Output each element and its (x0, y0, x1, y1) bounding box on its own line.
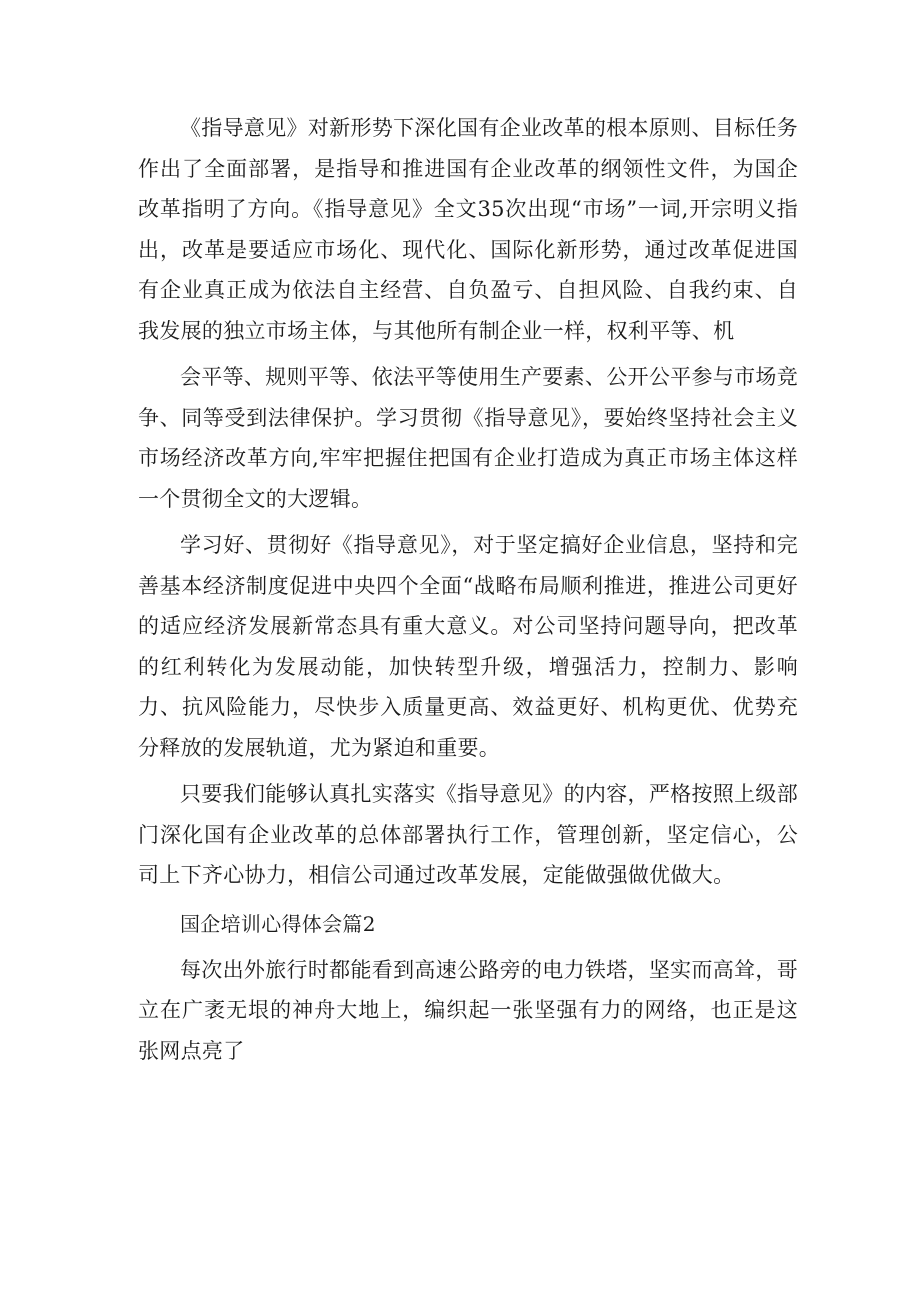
paragraph-2: 会平等、规则平等、依法平等使用生产要素、公开公平参与市场竞争、同等受到法律保护。学习贯彻《指导意见》，要始终坚持社会主义市场经济改革方向,牢牢把握住把国有企业打造成为真正市场主体这样一个贯彻全文的大逻辑。 (138, 365, 798, 511)
section-heading: 国企培训心得体会篇2 (180, 911, 376, 936)
paragraph-3: 学习好、贯彻好《指导意见》，对于坚定搞好企业信息，坚持和完善基本经济制度促进中央四个全面“战略布局顺利推进，推进公司更好的适应经济发展新常态具有重大意义。对公司坚持问题导向，把改革的红利转化为发展动能，加快转型升级，增强活力，控制力、影响力、抗风险能力，尽快步入质量更高、效益更好、机构更优、优势充分释放的发展轨道，尤为紧迫和重要。 (138, 533, 798, 760)
paragraph-5: 每次出外旅行时都能看到高速公路旁的电力铁塔，坚实而高耸，哥立在广袤无垠的神舟大地上，编织起一张坚强有力的网络，也正是这张网点亮了 (138, 957, 798, 1063)
paragraph-4: 只要我们能够认真扎实落实《指导意见》的内容，严格按照上级部门深化国有企业改革的总体部署执行工作，管理创新，坚定信心，公司上下齐心协力，相信公司通过改革发展，定能做强做优做大。 (138, 782, 798, 887)
paragraph-1: 《指导意见》对新形势下深化国有企业改革的根本原则、目标任务作出了全面部署，是指导和推进国有企业改革的纲领性文件，为国企改革指明了方向。《指导意见》全文35次出现“市场”一词,开宗明义指出，改革是要适应市场化、现代化、国际化新形势，通过改革促进国有企业真正成为依法自主经营、自负盈亏、自担风险、自我约束、自我发展的独立市场主体，与其他所有制企业一样，权利平等、机 (138, 116, 799, 343)
document-body (138, 108, 798, 1071)
